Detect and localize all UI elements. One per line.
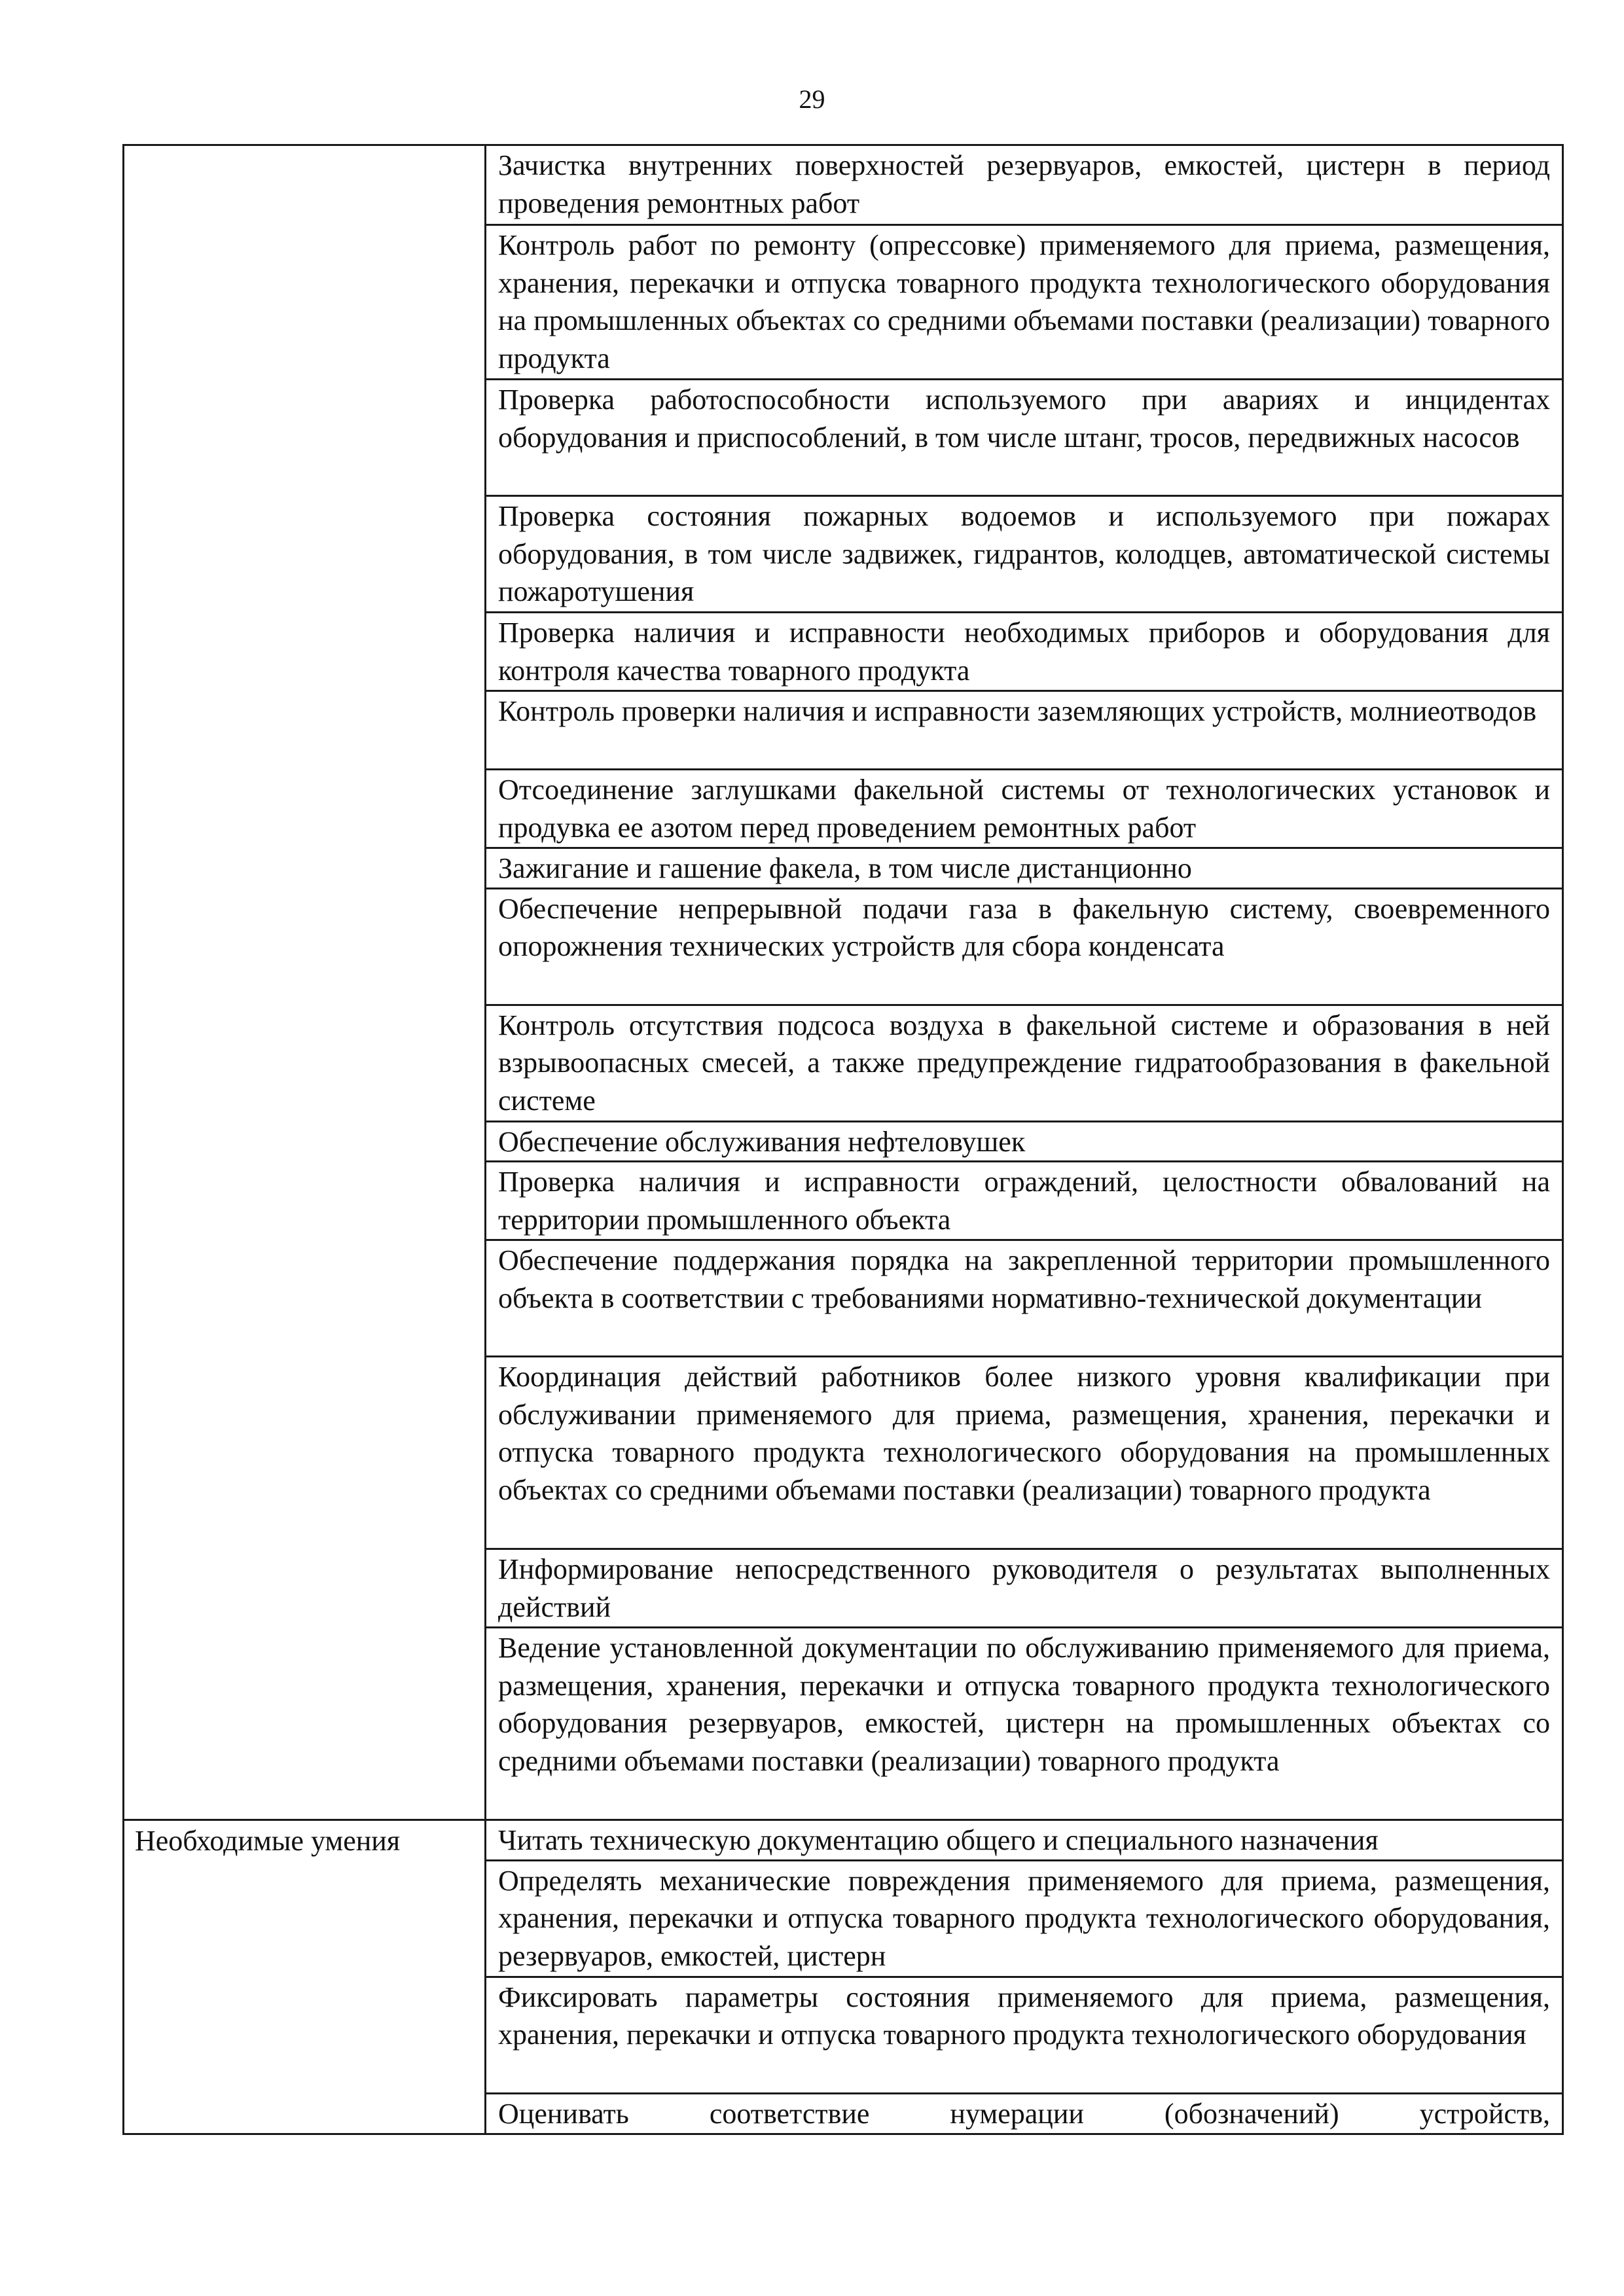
table-row: [124, 1820, 1563, 1861]
table-row: [124, 145, 1563, 225]
table-cell: Проверка наличия и исправности ограждений, целостности обвалований на территории промышленного объекта: [486, 1162, 1563, 1240]
table-cell: Информирование непосредственного руководителя о результатах выполненных действий: [486, 1549, 1563, 1628]
table-cell: Координация действий работников более низкого уровня квалификации при обслуживании применяемого для приема, размещения, хранения, перекачки и отпуска товарного продукта технологического оборудования на промышленных объектах со средними объемами поставки (реализации) товарного продукта: [486, 1357, 1563, 1549]
table-cell: Отсоединение заглушками факельной системы от технологических установок и продувка ее азотом перед проведением ремонтных работ: [486, 770, 1563, 848]
table-cell: Контроль работ по ремонту (опрессовке) применяемого для приема, размещения, хранения, перекачки и отпуска товарного продукта технологического оборудования на промышленных объектах со средними объемами поставки (реализации) товарного продукта: [486, 225, 1563, 380]
table-cell: Проверка состояния пожарных водоемов и используемого при пожарах оборудования, в том числе задвижек, гидрантов, колодцев, автоматической системы пожаротушения: [486, 496, 1563, 613]
section-label: Необходимые умения: [135, 1825, 401, 1857]
table-cell: Контроль отсутствия подсоса воздуха в факельной системе и образования в ней взрывоопасных смесей, а также предупреждение гидратообразования в факельной системе: [486, 1005, 1563, 1121]
table-cell: Фиксировать параметры состояния применяемого для приема, размещения, хранения, перекачки и отпуска товарного продукта технологического оборудования: [486, 1977, 1563, 2093]
section-label-cell: [124, 145, 486, 1820]
page-number: 29: [799, 84, 825, 114]
section-label: [124, 146, 484, 147]
table-cell: Оценивать соответствие нумерации (обозначений) устройств,: [486, 2093, 1563, 2134]
table-cell: Зажигание и гашение факела, в том числе дистанционно: [486, 848, 1563, 889]
table-cell: Определять механические повреждения применяемого для приема, размещения, хранения, перекачки и отпуска товарного продукта технологического оборудования, резервуаров, емкостей, цистерн: [486, 1860, 1563, 1977]
table-cell: Проверка наличия и исправности необходимых приборов и оборудования для контроля качества товарного продукта: [486, 613, 1563, 691]
table-cell: Обеспечение непрерывной подачи газа в факельную систему, своевременного опорожнения технических устройств для сбора конденсата: [486, 888, 1563, 1005]
competency-table: [122, 144, 1564, 2135]
table-cell: Обеспечение обслуживания нефтеловушек: [486, 1121, 1563, 1162]
table-cell: Проверка работоспособности используемого при авариях и инцидентах оборудования и приспособлений, в том числе штанг, тросов, передвижных насосов: [486, 380, 1563, 496]
table-cell: Зачистка внутренних поверхностей резервуаров, емкостей, цистерн в период проведения ремонтных работ: [486, 145, 1563, 225]
section-label-cell: [124, 1820, 486, 2134]
table-cell: Обеспечение поддержания порядка на закрепленной территории промышленного объекта в соответствии с требованиями нормативно-технической документации: [486, 1240, 1563, 1357]
table-cell: Ведение установленной документации по обслуживанию применяемого для приема, размещения, хранения, перекачки и отпуска товарного продукта технологического оборудования резервуаров, емкостей, цистерн на промышленных объектах со средними объемами поставки (реализации) товарного продукта: [486, 1628, 1563, 1820]
table-cell: Читать техническую документацию общего и специального назначения: [486, 1820, 1563, 1861]
table-cell: Контроль проверки наличия и исправности заземляющих устройств, молниеотводов: [486, 691, 1563, 770]
